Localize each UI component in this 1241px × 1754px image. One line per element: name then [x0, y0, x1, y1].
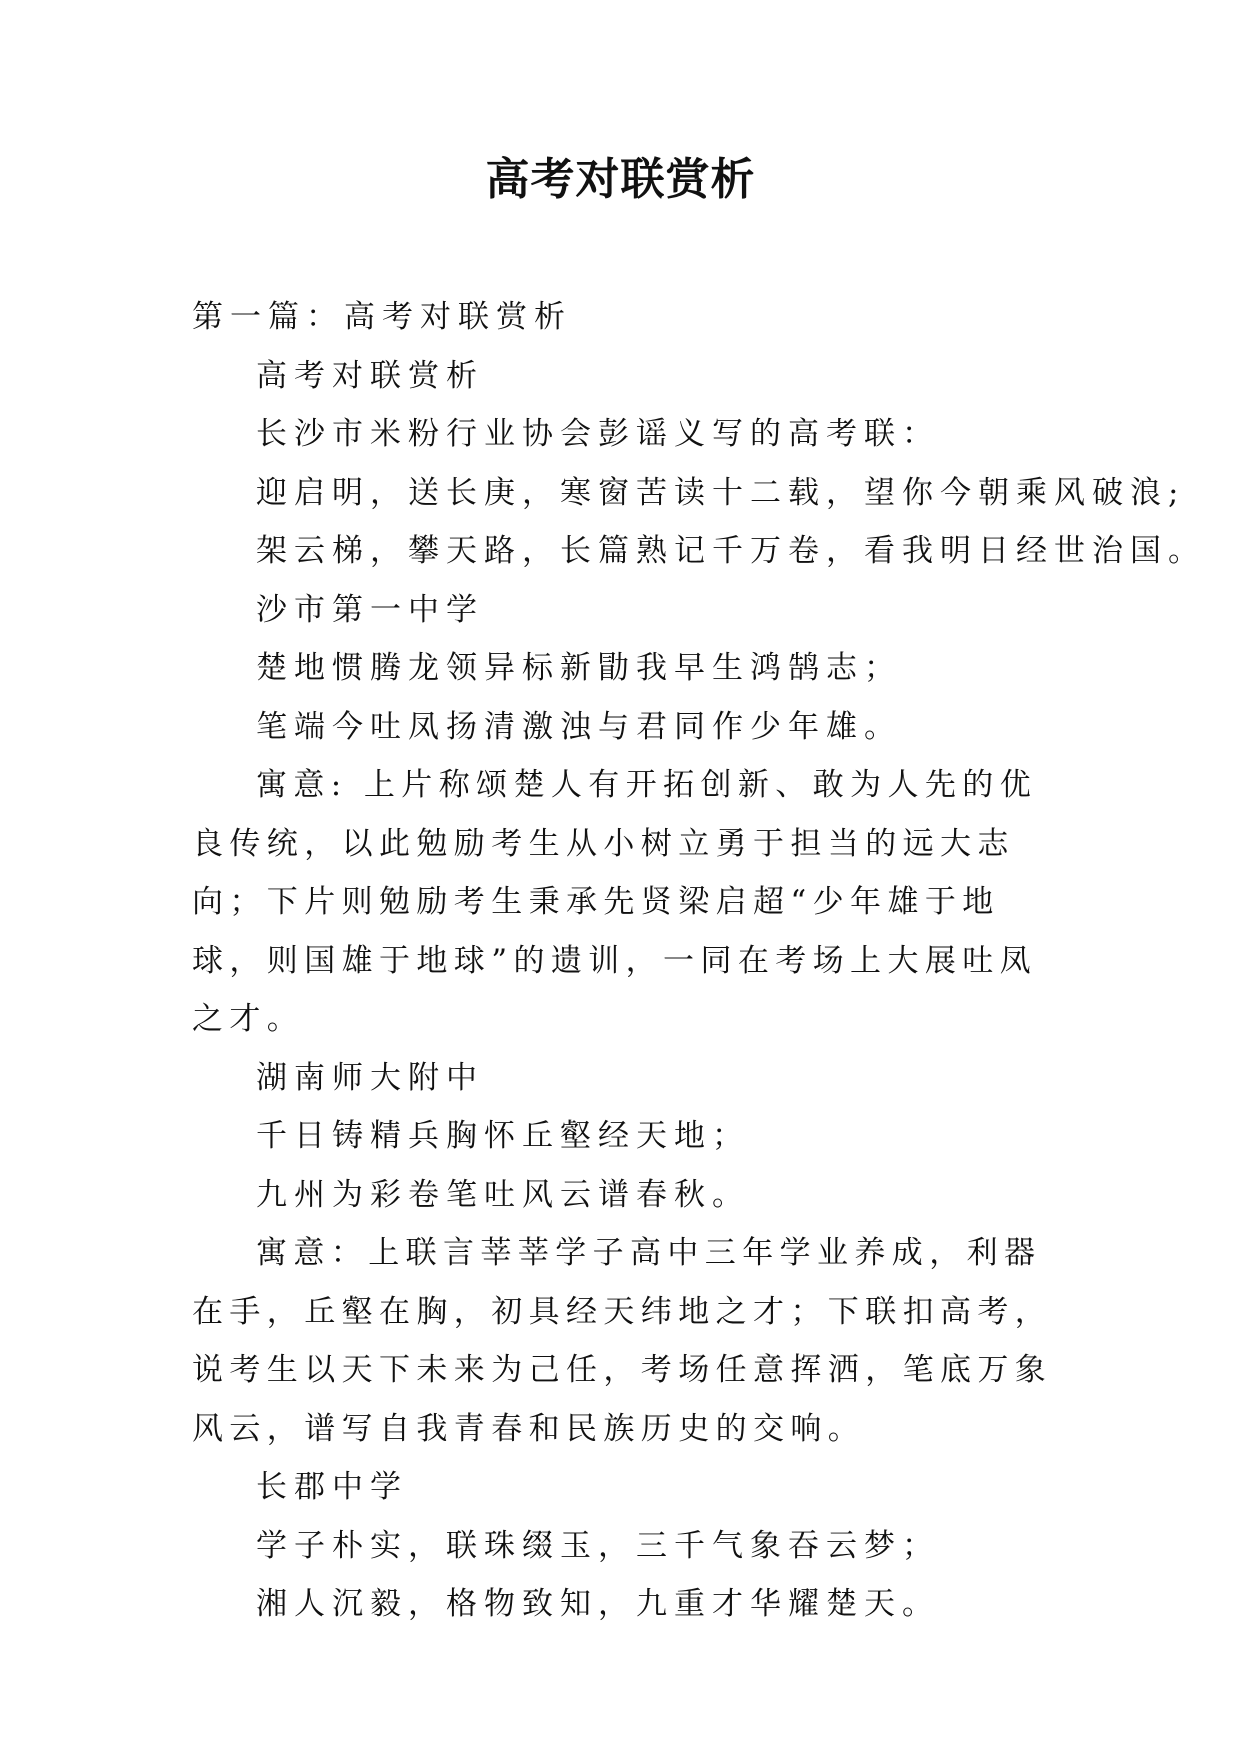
- couplet-line-lower: 湘人沉毅，格物致知，九重才华耀楚天。: [256, 1586, 940, 1622]
- couplet-line-upper: 楚地惯腾龙领异标新勖我早生鸿鹄志；: [256, 650, 902, 686]
- couplet-line-upper: 千日铸精兵胸怀丘壑经天地；: [256, 1118, 750, 1154]
- school-name: 湖南师大附中: [256, 1059, 484, 1096]
- meaning-paragraph: 寓意：上联言莘莘学子高中三年学业养成，利器在手，丘壑在胸，初具经天纬地之才；下联扣高考，说考生以天下未来为己任，考场任意挥洒，笔底万象风云，谱写自我青春和民族历史的交响。: [192, 1235, 1053, 1447]
- page-title: 高考对联赏析: [485, 154, 756, 205]
- couplet-line-upper: 学子朴实，联珠缀玉，三千气象吞云梦；: [256, 1527, 940, 1564]
- section-heading: 第一篇：高考对联赏析: [192, 299, 572, 335]
- school-name: 长郡中学: [256, 1469, 408, 1505]
- couplet-line-upper: 迎启明，送长庚，寒窗苦读十二载，望你今朝乘风破浪;: [256, 474, 1186, 511]
- subheading: 高考对联赏析: [256, 357, 484, 394]
- school-name: 沙市第一中学: [256, 591, 484, 628]
- couplet-line-lower: 九州为彩卷笔吐风云谱春秋。: [256, 1176, 750, 1213]
- meaning-paragraph: 寓意: 上片称颂楚人有开拓创新、敢为人先的优良传统，以此勉励考生从小树立勇于担当的远大志向；下片则勉励考生秉承先贤梁启超“少年雄于地球，则国雄于地球”的遗训，一同在考场上大展吐凤之才。: [192, 767, 1038, 1037]
- paragraph-intro: 长沙市米粉行业协会彭谣义写的高考联：: [256, 416, 940, 452]
- couplet-line-lower: 笔端今吐凤扬清激浊与君同作少年雄。: [256, 708, 902, 745]
- couplet-line-lower: 架云梯，攀天路，长篇熟记千万卷，看我明日经世治国。: [256, 533, 1206, 569]
- document-body: [192, 288, 1206, 1634]
